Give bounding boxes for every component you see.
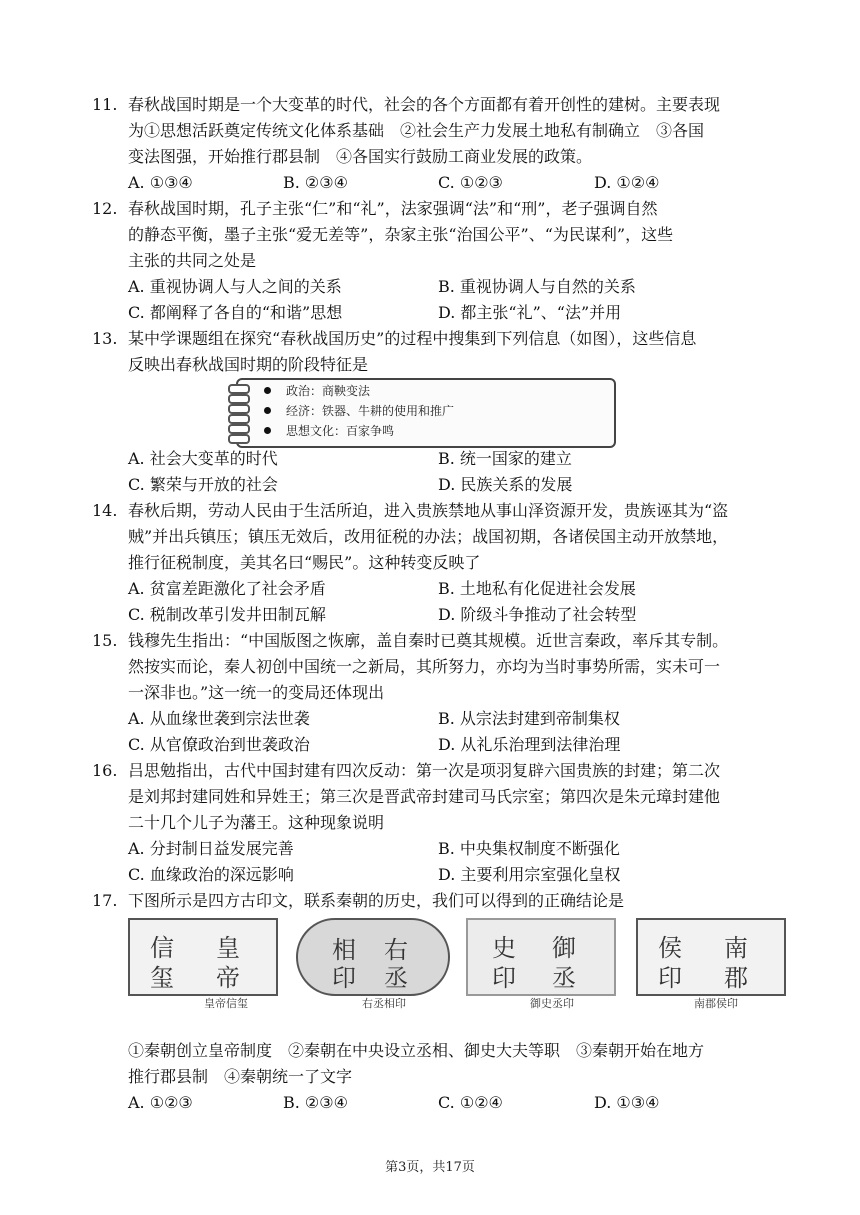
seal-glyph: 印	[492, 964, 516, 992]
question-number: 13.	[92, 329, 118, 348]
seal-caption: 右丞相印	[362, 997, 406, 1010]
option-a: A. ①③④	[128, 173, 193, 192]
binder-ring-icon	[228, 404, 250, 414]
question-text-line: 的静态平衡，墨子主张“爱无差等”，杂家主张“治国公平”、“为民谋利”，这些	[128, 225, 674, 244]
question-text-line: 变法图强，开始推行郡县制 ④各国实行鼓励工商业发展的政策。	[128, 147, 593, 166]
question-number: 15.	[92, 631, 118, 650]
option-d: D. ①②④	[594, 173, 660, 192]
binder-ring-icon	[228, 414, 250, 424]
seal-caption: 御史丞印	[530, 997, 574, 1010]
question-text-line: ①秦朝创立皇帝制度 ②秦朝在中央设立丞相、御史大夫等职 ③秦朝开始在地方	[128, 1041, 705, 1060]
option-b: B. ②③④	[283, 173, 348, 192]
question-text-line: 下图所示是四方古印文，联系秦朝的历史，我们可以得到的正确结论是	[128, 891, 625, 910]
bullet-icon	[264, 407, 271, 414]
option-d: D. 阶级斗争推动了社会转型	[438, 605, 637, 624]
notebook-item-culture: 思想文化：百家争鸣	[286, 424, 395, 438]
question-text-line: 反映出春秋战国时期的阶段特征是	[128, 355, 369, 374]
seal-glyph: 丞	[384, 964, 408, 992]
option-d: D. 都主张“礼”、“法”并用	[438, 303, 622, 322]
question-text-line: 春秋战国时期是一个大变革的时代，社会的各个方面都有着开创性的建树。主要表现	[128, 95, 721, 114]
seal-glyph: 御	[552, 934, 576, 962]
option-c: C. ①②③	[438, 173, 503, 192]
option-c: C. 繁荣与开放的社会	[128, 475, 278, 494]
option-b: B. 从宗法封建到帝制集权	[438, 709, 620, 728]
notebook-item-economy: 经济：铁器、牛耕的使用和推广	[286, 404, 455, 418]
option-a: A. 重视协调人与人之间的关系	[128, 277, 342, 296]
seal-glyph: 郡	[724, 964, 748, 992]
option-d: D. ①③④	[594, 1093, 660, 1112]
option-b: B. 重视协调人与自然的关系	[438, 277, 636, 296]
question-text-line: 二十几个儿子为藩王。这种现象说明	[128, 813, 385, 832]
question-text-line: 一深非也。”这一统一的变局还体现出	[128, 683, 385, 702]
question-number: 14.	[92, 501, 118, 520]
seal-glyph: 信	[150, 934, 174, 962]
seal-glyph: 史	[492, 934, 516, 962]
seal-caption: 皇帝信玺	[204, 997, 248, 1010]
option-a: A. 分封制日益发展完善	[128, 839, 294, 858]
question-text-line: 推行郡县制 ④秦朝统一了文字	[128, 1067, 353, 1086]
binder-ring-icon	[228, 424, 250, 434]
seal-caption: 南郡侯印	[694, 997, 738, 1010]
question-number: 16.	[92, 761, 118, 780]
bullet-icon	[264, 387, 271, 394]
question-number: 12.	[92, 199, 118, 218]
question-text-line: 钱穆先生指出：“中国版图之恢廓，盖自秦时已奠其规模。近世言秦政，率斥其专制。	[128, 631, 729, 650]
page-footer: 第3页，共17页	[385, 1160, 475, 1175]
question-number: 11.	[92, 95, 118, 114]
question-text-line: 主张的共同之处是	[128, 251, 257, 270]
seal-glyph: 帝	[216, 964, 240, 992]
option-d: D. 主要利用宗室强化皇权	[438, 865, 621, 884]
option-c: C. 税制改革引发井田制瓦解	[128, 605, 326, 624]
seal-glyph: 相	[332, 936, 356, 964]
option-c: C. ①②④	[438, 1093, 503, 1112]
seal-glyph: 皇	[216, 934, 240, 962]
seal-glyph: 印	[332, 964, 356, 992]
seal-glyph: 丞	[552, 964, 576, 992]
seal-glyph: 南	[724, 934, 748, 962]
option-d: D. 民族关系的发展	[438, 475, 573, 494]
question-text-line: 是刘邦封建同姓和异姓王；第三次是晋武帝封建司马氏宗室；第四次是朱元璋封建他	[128, 787, 721, 806]
option-b: B. 中央集权制度不断强化	[438, 839, 620, 858]
option-a: A. 社会大变革的时代	[128, 449, 278, 468]
question-text-line: 为①思想活跃奠定传统文化体系基础 ②社会生产力发展土地私有制确立 ③各国	[128, 121, 705, 140]
seal-image	[296, 918, 450, 996]
option-d: D. 从礼乐治理到法律治理	[438, 735, 621, 754]
question-text-line: 吕思勉指出，古代中国封建有四次反动：第一次是项羽复辟六国贵族的封建；第二次	[128, 761, 721, 780]
option-b: B. ②③④	[283, 1093, 348, 1112]
seal-image	[128, 918, 278, 996]
option-c: C. 血缘政治的深远影响	[128, 865, 294, 884]
option-c: C. 从官僚政治到世袭政治	[128, 735, 310, 754]
binder-ring-icon	[228, 384, 250, 394]
seal-image	[466, 918, 616, 996]
notebook-item-politics: 政治：商鞅变法	[286, 384, 371, 398]
question-text-line: 然按实而论，秦人初创中国统一之新局，其所努力，亦均为当时事势所需，实未可一	[128, 657, 721, 676]
question-text-line: 贼”并出兵镇压；镇压无效后，改用征税的办法；战国初期，各诸侯国主动开放禁地，	[128, 527, 729, 546]
option-b: B. 土地私有化促进社会发展	[438, 579, 636, 598]
notebook-figure	[236, 378, 616, 448]
question-number: 17.	[92, 891, 118, 910]
binder-ring-icon	[228, 394, 250, 404]
seal-image	[636, 918, 786, 996]
option-b: B. 统一国家的建立	[438, 449, 572, 468]
binder-ring-icon	[228, 434, 250, 444]
question-text-line: 某中学课题组在探究“春秋战国历史”的过程中搜集到下列信息（如图），这些信息	[128, 329, 697, 348]
seal-glyph: 右	[384, 936, 408, 964]
option-a: A. 从血缘世袭到宗法世袭	[128, 709, 310, 728]
seal-glyph: 印	[658, 964, 682, 992]
option-a: A. ①②③	[128, 1093, 193, 1112]
option-a: A. 贫富差距激化了社会矛盾	[128, 579, 326, 598]
question-text-line: 推行征税制度，美其名曰“赐民”。这种转变反映了	[128, 553, 481, 572]
question-text-line: 春秋后期，劳动人民由于生活所迫，进入贵族禁地从事山泽资源开发，贵族诬其为“盗	[128, 501, 729, 520]
seal-glyph: 玺	[150, 964, 174, 992]
bullet-icon	[264, 427, 271, 434]
seal-glyph: 侯	[658, 934, 682, 962]
option-c: C. 都阐释了各自的“和谐”思想	[128, 303, 343, 322]
question-text-line: 春秋战国时期，孔子主张“仁”和“礼”，法家强调“法”和“刑”，老子强调自然	[128, 199, 658, 218]
